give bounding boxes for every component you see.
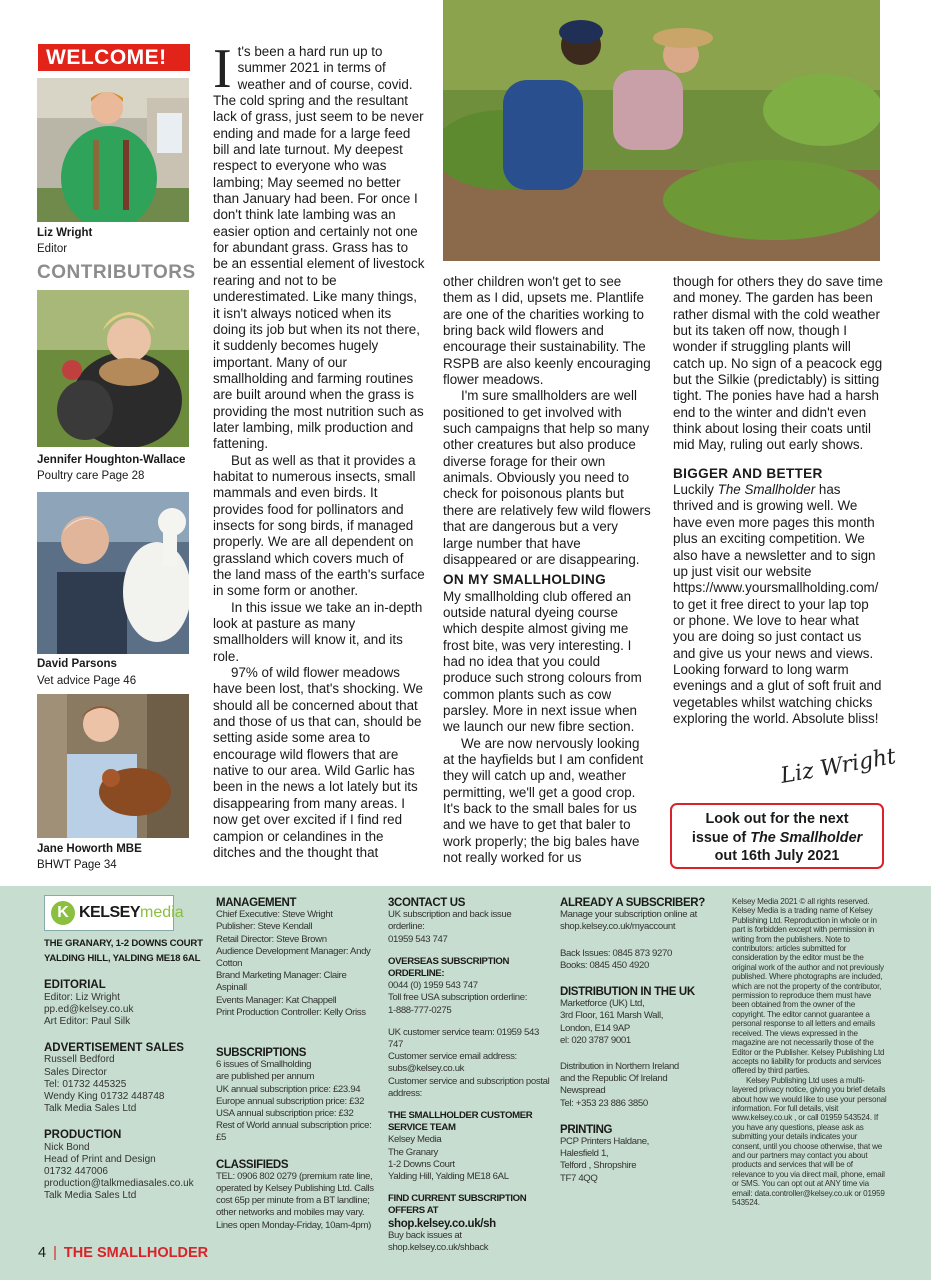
customer-service-line: address: <box>388 1087 422 1099</box>
smallholder-cs-line: 1-2 Downs Court <box>388 1158 455 1170</box>
welcome-banner: WELCOME! <box>38 44 190 71</box>
backissue-line: Back Issues: 0845 873 9270 <box>560 947 672 959</box>
printing-line: Telford , Shropshire <box>560 1160 637 1172</box>
address-line: YALDING HILL, YALDING ME18 6AL <box>44 953 201 965</box>
subscriptions-line: Europe annual subscription price: £32 <box>216 1095 365 1107</box>
distribution-line: el: 020 3787 9001 <box>560 1034 631 1046</box>
printing-line: Halesfield 1, <box>560 1148 609 1160</box>
callout-line: out 16th July 2021 <box>714 848 840 864</box>
customer-service-line: UK customer service team: 01959 543 747 <box>388 1026 539 1051</box>
article-paragraph: In this issue we take an in-depth look at pasture as many smallholders will know it, and its role. <box>213 599 423 664</box>
legal-paragraph: Kelsey Media 2021 © all rights reserved. Kelsey Media is a trading name of Kelsey Publishing Ltd. Reproduction in whole or in part is forbidden except with permission in writing from the publishers. Note to contributors: articles submitted for consideration by the editor must be the original work of the author and not previously published. Where photographs are included, which are not the property of the contributor, permission to reproduce them must have been obtained from the owner of the copyright. The editor cannot guarantee a personal response to all letters and emails received. The views expressed in the magazine are not necessarily those of the Editor or the Publisher. Kelsey Publishing Ltd accepts no liability for products and services offered by third parties. <box>732 897 885 1076</box>
subscriptions-line: Rest of World annual subscription price: £5 <box>216 1120 372 1144</box>
article-paragraph: My smallholding club offered an outside natural dyeing course which despite almost giving me frost bite, was very interesting. I had no idea that you could produce such strong colours from common plants such as cow parsley. More in next issue when we launch our new fibre section. <box>443 588 642 735</box>
ads-line: Wendy King 01732 448748 <box>44 1091 165 1103</box>
contributor-name: David Parsons <box>37 658 117 670</box>
logo-kelsey: KELSEY <box>79 904 141 921</box>
subscriptions-heading: SUBSCRIPTIONS <box>216 1047 307 1060</box>
logo-wordmark <box>79 904 184 922</box>
classifieds-text: TEL: 0906 802 0279 (premium rate line, operated by Kelsey Publishing Ltd. Calls cost 65p per minute from a BT landline; other networks and mobiles may vary. Lines open Monday-Friday, 10am-4pm) <box>216 1170 374 1231</box>
overseas-line: Toll free USA subscription orderline: <box>388 992 528 1004</box>
offers-link[interactable]: shop.kelsey.co.uk/sh <box>388 1217 496 1230</box>
callout-title: The Smallholder <box>750 829 863 846</box>
printing-line: PCP Printers Haldane, <box>560 1136 649 1148</box>
already-line: Manage your subscription online at <box>560 909 697 921</box>
callout-line <box>672 829 882 848</box>
editor-signature: Liz Wright <box>778 744 898 789</box>
section-heading: ON MY SMALLHOLDING <box>443 572 606 588</box>
callout-line: Look out for the next <box>705 811 849 827</box>
classifieds-heading: CLASSIFIEDS <box>216 1158 289 1171</box>
article-paragraph: We are now nervously looking at the hayfields but I am confident they will catch up and, weather permitting, we'll get a good crop. It's back to the small bales for us and we have to get that baler to work properly; the big bales have not really worked for us <box>443 735 644 866</box>
customer-service-line: Customer service and subscription postal <box>388 1075 550 1087</box>
contributor-photo-illustration <box>37 492 189 654</box>
article-paragraph: other children won't get to see them as I did, upsets me. Plantlife are one of the charities working to bring back wild flowers and encourage their sustainability. The RSPB are also keenly encouraging flower meadows. <box>443 274 651 388</box>
contributor-role: Poultry care Page 28 <box>37 470 145 482</box>
magazine-title: The Smallholder <box>717 482 816 498</box>
management-line: Retail Director: Steve Brown <box>216 933 327 945</box>
kelsey-media-logo <box>44 895 184 931</box>
text-run: has thrived and is growing well. We have even more pages this month plus an exciting competition. We also have a newsletter and to sign up just visit our website https://www.yoursmallholding.com/ to get it free direct to your lap top or phone. We love to hear what you are doing so just contact us and give us your news and views. Looking forward to long warm evenings and a glut of soft fruit and vegetables whilst watching chicks exploring the world. Absolute bliss! <box>673 482 882 726</box>
article-column-3 <box>673 274 883 727</box>
editorial-line: pp.ed@kelsey.co.uk <box>44 1003 134 1015</box>
footer-column-1 <box>44 938 204 1203</box>
ads-heading: ADVERTISEMENT SALES <box>44 1042 184 1055</box>
contributor-role: BHWT Page 34 <box>37 859 117 871</box>
production-heading: PRODUCTION <box>44 1129 122 1142</box>
page-number: 4 <box>38 1245 47 1261</box>
contributor-photo-illustration <box>37 694 189 838</box>
distribution-line: Marketforce (UK) Ltd, <box>560 998 645 1010</box>
editorial-line: Art Editor: Paul Silk <box>44 1016 131 1028</box>
footer-column-4 <box>560 897 720 1185</box>
legal-notice <box>732 897 888 1207</box>
subscriptions-line: are published per annum <box>216 1071 315 1083</box>
back-issues-link[interactable]: Buy back issues at shop.kelsey.co.uk/shback <box>388 1229 489 1254</box>
already-heading: ALREADY A SUBSCRIBER? <box>560 897 705 909</box>
offers-heading: FIND CURRENT SUBSCRIPTION OFFERS AT <box>388 1193 527 1217</box>
contributor-role: Vet advice Page 46 <box>37 675 137 687</box>
kelsey-k-icon: K <box>51 901 75 925</box>
ads-line: Talk Media Sales Ltd <box>44 1103 137 1115</box>
footer-column-3 <box>388 897 550 1254</box>
page-footer <box>38 1245 208 1261</box>
text-run: Luckily <box>673 482 718 498</box>
callout-text: issue of <box>691 829 751 846</box>
overseas-line: 1-888-777-0275 <box>388 1004 452 1016</box>
next-issue-callout <box>670 803 884 869</box>
ni-line: Distribution in Northern Ireland <box>560 1061 679 1073</box>
contributor-name: Jennifer Houghton-Wallace <box>37 454 186 466</box>
production-line: 01732 447006 <box>44 1166 108 1178</box>
subscriptions-line: 6 issues of Smallholding <box>216 1059 312 1071</box>
editor-photo-illustration <box>37 78 189 222</box>
smallholder-cs-line: The Granary <box>388 1146 439 1158</box>
customer-service-line: subs@kelsey.co.uk <box>388 1063 465 1075</box>
management-line: Chief Executive: Steve Wright <box>216 909 333 921</box>
smallholder-cs-line: Kelsey Media <box>388 1134 442 1146</box>
ni-line: and the Republic Of Ireland <box>560 1073 668 1085</box>
gardening-photo <box>443 0 880 261</box>
backissue-line: Books: 0845 450 4920 <box>560 959 650 971</box>
ni-line: Tel: +353 23 886 3850 <box>560 1097 648 1109</box>
contributor-photo-illustration <box>37 290 189 447</box>
smallholder-cs-line: Yalding Hill, Yalding ME18 6AL <box>388 1171 509 1183</box>
drop-cap: I <box>213 38 232 100</box>
contributor-photo <box>37 694 189 838</box>
printing-heading: PRINTING <box>560 1123 613 1136</box>
contact-line: UK subscription and back issue orderline: <box>388 909 512 933</box>
contributor-name: Jane Howorth MBE <box>37 843 142 855</box>
footer-divider: | <box>53 1245 57 1261</box>
management-line: Brand Marketing Manager: Claire Aspinall <box>216 970 347 994</box>
production-line: Talk Media Sales Ltd <box>44 1190 137 1202</box>
article-paragraph: I'm sure smallholders are well positioned to get involved with such campaigns that help so many other creatures but also produce diverse forage for their own animals. Obviously you need to check for poisonous plants but there are relatively few wild flowers that are dangerous but a very large number that have disappeared or are disappearing. <box>443 388 651 567</box>
editor-name: Liz Wright <box>37 227 93 239</box>
editorial-line: Editor: Liz Wright <box>44 991 120 1003</box>
customer-service-line: Customer service email address: <box>388 1051 517 1063</box>
ads-line: Tel: 01732 445325 <box>44 1078 127 1090</box>
ads-line: Sales Director <box>44 1066 107 1078</box>
address-line: THE GRANARY, 1-2 DOWNS COURT <box>44 938 203 949</box>
management-line: Events Manager: Kat Chappell <box>216 994 337 1006</box>
management-line: Print Production Controller: Kelly Oriss <box>216 1006 366 1018</box>
article-column-1 <box>213 38 425 861</box>
production-line: Head of Print and Design <box>44 1153 156 1165</box>
gardening-photo-illustration <box>443 0 880 261</box>
contributor-photo <box>37 492 189 654</box>
contact-heading: 3CONTACT US <box>388 897 466 909</box>
ni-line: Newspread <box>560 1085 606 1097</box>
distribution-line: 3rd Floor, 161 Marsh Wall, <box>560 1010 664 1022</box>
smallholder-cs-heading: THE SMALLHOLDER CUSTOMER SERVICE TEAM <box>388 1110 533 1134</box>
subscriptions-line: USA annual subscription price: £32 <box>216 1108 354 1120</box>
production-line: Nick Bond <box>44 1141 90 1153</box>
management-line: Publisher: Steve Kendall <box>216 921 313 933</box>
article-paragraph <box>673 482 883 727</box>
subscriptions-line: UK annual subscription price: £23.94 <box>216 1083 361 1095</box>
management-line: Audience Development Manager: Andy Cotton <box>216 945 371 970</box>
overseas-line: 0044 (0) 1959 543 747 <box>388 980 478 992</box>
magazine-name: THE SMALLHOLDER <box>63 1245 209 1261</box>
editor-photo <box>37 78 189 222</box>
distribution-line: London, E14 9AP <box>560 1022 630 1034</box>
management-heading: MANAGEMENT <box>216 897 297 909</box>
distribution-heading: DISTRIBUTION IN THE UK <box>560 986 695 999</box>
article-paragraph: But as well as that it provides a habitat to numerous insects, small mammals and even birds. It provides food for pollinators and insects for song birds, if managed properly. We are all dependent on grassland which covers much of the land mass of the earth's surface in some form or another. <box>213 452 425 599</box>
ads-line: Russell Bedford <box>44 1054 115 1066</box>
contact-line: 01959 543 747 <box>388 933 448 945</box>
article-paragraph: t's been a hard run up to summer 2021 in terms of weather and of course, covid. The cold spring and the resultant lack of grass, just seem to be never ending and made for a large feed bill and late turnout. My deepest respect to everyone who was lambing; May seemed no better than January had been. For once I don't think late lambing was an easier option and certainly not one for abundant grass. Grass has to be an essential element of livestock rearing and not to be underestimated. Like many things, it isn't always noticed when its doing its job but when its not there, it suddenly becomes hugely important. Many of our smallholding and farming routines are built around when the grass is providing the most nutrition such as later lambing, milk production and fattening. <box>213 44 425 452</box>
editor-role: Editor <box>37 243 68 255</box>
footer-column-2 <box>216 897 376 1232</box>
overseas-heading: OVERSEAS SUBSCRIPTION ORDERLINE: <box>388 955 510 980</box>
article-paragraph: though for others they do save time and money. The garden has been rather dismal with the cold weather but its taken off now, though I wonder if struggling plants will catch up. No sign of a peacock egg but the Silkie (predictably) is sitting tight. The ponies have had a harsh end to the winter and didn't even think about losing their coats until mid May, ruling out early shows. <box>673 274 883 453</box>
contributor-photo <box>37 290 189 447</box>
article-paragraph: 97% of wild flower meadows have been lost, that's shocking. We should all be concerned about that and those of us that can, should be setting aside some area to encourage wild flowers that are native to our area. Wild Garlic has been in the news a lot lately but its disappearing from many areas. I now get over excited if I find red campion or celandines in the ditches and the thought that <box>213 665 423 860</box>
contributors-heading: CONTRIBUTORS <box>37 262 196 283</box>
logo-media: media <box>140 904 184 921</box>
printing-line: TF7 4QQ <box>560 1172 598 1184</box>
article-column-2 <box>443 274 651 866</box>
already-link[interactable]: shop.kelsey.co.uk/myaccount <box>560 921 676 933</box>
section-heading: BIGGER AND BETTER <box>673 465 823 481</box>
legal-paragraph: Kelsey Publishing Ltd uses a multi-layered privacy notice, giving you brief details about how we would like to use your personal information. For full details, visit www.kelsey.co.uk , or call 01959 543524. If you have any questions, please ask as submitting your details indicates your consent, until you choose otherwise, that we and our partners may contact you about products and services that will be of relevance to you via direct mail, phone, email or SMS. You can opt out at ANY time via email: data.controller@kelsey.co.uk or 01959 543524. <box>732 1075 887 1207</box>
production-line: production@talkmediasales.co.uk <box>44 1178 194 1190</box>
editorial-heading: EDITORIAL <box>44 979 106 992</box>
